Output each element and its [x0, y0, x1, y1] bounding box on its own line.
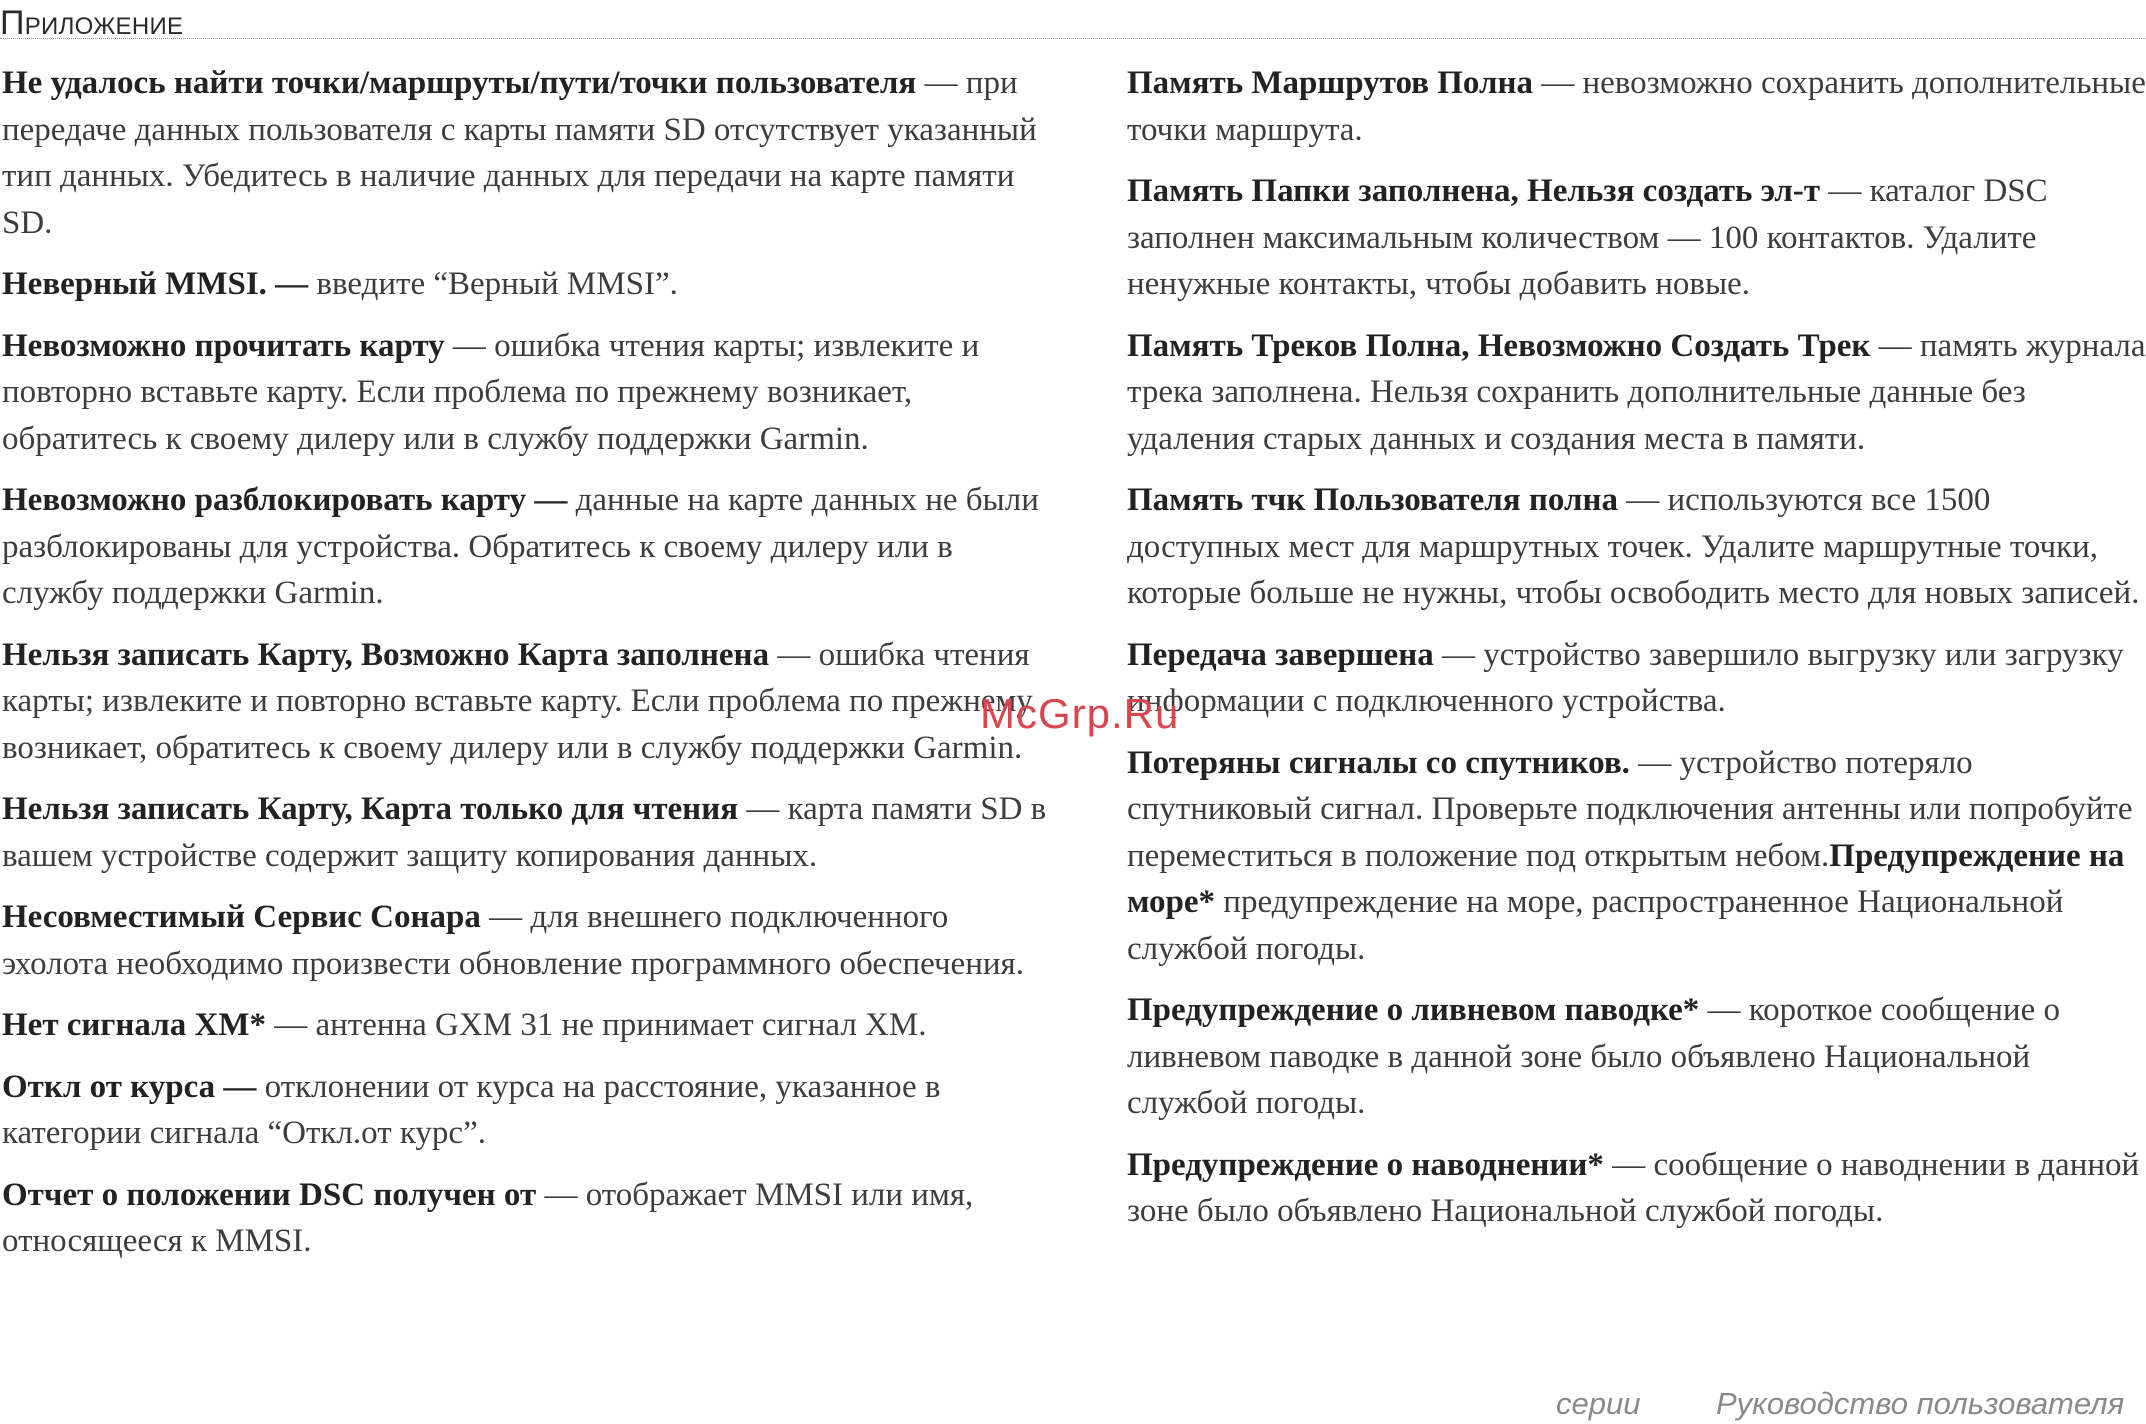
message-term: Передача завершена	[1127, 636, 1434, 673]
message-entry: Предупреждение о ливневом паводке* — короткое сообщение о ливневом паводке в данной зоне было объявлено Национальной службой погоды.	[1127, 992, 2060, 1121]
message-entry: Нельзя записать Карту, Карта только для чтения — карта памяти SD в вашем устройстве содержит защиту копирования данных.	[2, 791, 1047, 874]
message-entry	[2, 477, 1062, 617]
message-term: Предупреждение о ливневом паводке*	[1127, 992, 1700, 1028]
message-description: введите “Верный MMSI”.	[316, 266, 678, 302]
message-description: память журнала трека заполнена. Нельзя сохранить дополнительные данные без удаления старых данных и создания места в памяти.	[1127, 327, 2146, 457]
message-term: Память Маршрутов Полна	[1127, 65, 1533, 101]
message-term: Предупреждение на море*	[1127, 837, 2125, 920]
message-entry: Нет сигнала XM* — антенна GXM 31 не принимает сигнал XM.	[2, 1007, 927, 1043]
page-header	[0, 0, 2146, 42]
message-term: Память Треков Полна, Невозможно Создать Трек	[1127, 327, 1871, 364]
message-entry: Нельзя записать Карту, Возможно Карта заполнена — ошибка чтения карты; извлеките и повторно вставьте карту. Если проблема по прежнему возникает, обратитесь к своему дилеру или в службу поддержки Garmin.	[2, 636, 1033, 766]
message-entry: Отчет о положении DSC получен от — отображает MMSI или имя, относящееся к MMSI.	[2, 1176, 974, 1259]
watermark: McGrp.Ru	[980, 690, 1180, 737]
message-term: Несовместимый Сервис Сонара	[2, 899, 481, 935]
message-entry: Невозможно прочитать карту — ошибка чтения карты; извлеките и повторно вставьте карту. Если проблема по прежнему возникает, обратитесь к своему дилеру или в службу поддержки Garmin.	[2, 327, 980, 457]
message-entry: Передача завершена — устройство завершило выгрузку или загрузку информации с подключенного устройства.	[1127, 636, 2124, 719]
footer-series: серии	[1556, 1386, 1641, 1421]
message-term: Память тчк Пользователя полна	[1127, 482, 1618, 518]
message-term: Невозможно прочитать карту	[2, 327, 445, 364]
message-description: сообщение о наводнении в данной зоне было объявлено Национальной службой погоды.	[1127, 1146, 2140, 1229]
message-entry: Память Маршрутов Полна — невозможно сохранить дополнительные точки маршрута.	[1127, 65, 2146, 148]
message-entry: Несовместимый Сервис Сонара — для внешнего подключенного эхолота необходимо произвести обновление программного обеспечения.	[2, 899, 1024, 982]
message-description: предупреждение на море, распространенное Национальной службой погоды.	[1127, 884, 2064, 967]
left-column	[2, 60, 1062, 1280]
message-term: Нельзя записать Карту, Возможно Карта заполнена	[2, 636, 770, 673]
message-description: короткое сообщение о ливневом паводке в данной зоне было объявлено Национальной службой погоды.	[1127, 992, 2060, 1121]
message-description: используются все 1500 доступных мест для маршрутных точек. Удалите маршрутные точки, которые больше не нужны, чтобы освободить место для новых записей.	[1127, 482, 2140, 611]
message-entry	[2, 261, 1062, 308]
message-description: ошибка чтения карты; извлеките и повторно вставьте карту. Если проблема по прежнему возникает, обратитесь к своему дилеру или в службу поддержки Garmin.	[2, 327, 980, 457]
message-term: Неверный MMSI. —	[2, 266, 309, 302]
message-term: Откл от курса —	[2, 1068, 257, 1105]
message-entry: Память Папки заполнена, Нельзя создать эл-т — каталог DSC заполнен максимальным количеством — 100 контактов. Удалите ненужные контакты, чтобы добавить новые.	[1127, 173, 2048, 302]
message-description: отображает MMSI или имя, относящееся к MMSI.	[2, 1176, 974, 1259]
message-entry	[2, 1064, 1062, 1157]
message-description: при передаче данных пользователя с карты памяти SD отсутствует указанный тип данных. Убедитесь в наличие данных для передачи на карте памяти SD.	[2, 65, 1037, 241]
message-entry: Память тчк Пользователя полна — используются все 1500 доступных мест для маршрутных точек. Удалите маршрутные точки, которые больше не нужны, чтобы освободить место для новых записей.	[1127, 482, 2140, 611]
message-term: Невозможно разблокировать карту —	[2, 482, 568, 518]
message-description: каталог DSC заполнен максимальным количеством — 100 контактов. Удалите ненужные контакты, чтобы добавить новые.	[1127, 173, 2048, 302]
message-entry: Потеряны сигналы со спутников. — устройство потеряло спутниковый сигнал. Проверьте подключения антенны или попробуйте переместиться в положение под открытым небом.Предупреждение на море* предупреждение на море, распространенное Национальной службой погоды.	[1127, 744, 2133, 967]
footer-guide-title: Руководство пользователя	[1716, 1386, 2125, 1421]
message-description: устройство завершило выгрузку или загрузку информации с подключенного устройства.	[1127, 636, 2124, 719]
message-description: устройство потеряло спутниковый сигнал. Проверьте подключения антенны или попробуйте переместиться в положение под открытым небом.	[1127, 744, 2133, 874]
message-entry: Память Треков Полна, Невозможно Создать Трек — память журнала трека заполнена. Нельзя сохранить дополнительные данные без удаления старых данных и создания места в памяти.	[1127, 327, 2146, 457]
message-description: карта памяти SD в вашем устройстве содержит защиту копирования данных.	[2, 791, 1047, 874]
message-term: Не удалось найти точки/маршруты/пути/точки пользователя	[2, 65, 917, 101]
message-term: Потеряны сигналы со спутников.	[1127, 744, 1630, 781]
section-title: Приложение	[0, 4, 184, 42]
message-description: ошибка чтения карты; извлеките и повторно вставьте карту. Если проблема по прежнему возникает, обратитесь к своему дилеру или в службу поддержки Garmin.	[2, 636, 1033, 766]
message-term: Память Папки заполнена, Нельзя создать эл-т	[1127, 173, 1821, 209]
message-term: Предупреждение о наводнении*	[1127, 1146, 1604, 1183]
message-description: антенна GXM 31 не принимает сигнал XM.	[315, 1007, 927, 1043]
message-description: для внешнего подключенного эхолота необходимо произвести обновление программного обеспечения.	[2, 899, 1024, 982]
right-column	[1127, 60, 2146, 1250]
message-entry: Предупреждение о наводнении* — сообщение о наводнении в данной зоне было объявлено Национальной службой погоды.	[1127, 1146, 2140, 1229]
message-term: Нельзя записать Карту, Карта только для чтения	[2, 791, 739, 827]
message-description: данные на карте данных не были разблокированы для устройства. Обратитесь к своему дилеру или в службу поддержки Garmin.	[2, 482, 1039, 611]
message-term: Нет сигнала XM*	[2, 1007, 266, 1043]
message-term: Отчет о положении DSC получен от	[2, 1176, 537, 1213]
message-description: невозможно сохранить дополнительные точки маршрута.	[1127, 65, 2146, 148]
message-entry: Не удалось найти точки/маршруты/пути/точки пользователя — при передаче данных пользователя с карты памяти SD отсутствует указанный тип данных. Убедитесь в наличие данных для передачи на карте памяти SD.	[2, 65, 1037, 241]
message-description: отклонении от курса на расстояние, указанное в категории сигнала “Откл.от курс”.	[2, 1068, 941, 1151]
